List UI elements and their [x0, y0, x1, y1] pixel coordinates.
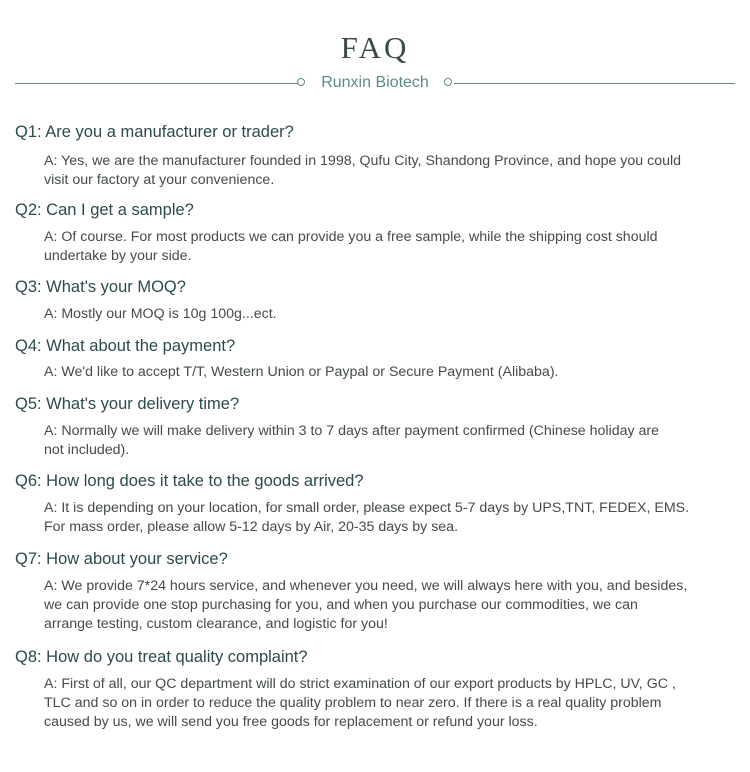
faq-question: Q6: How long does it take to the goods arrived? [15, 472, 364, 490]
divider-line-right [454, 83, 735, 84]
brand-subtitle: Runxin Biotech [321, 74, 429, 91]
faq-answer-line: A: Normally we will make delivery within 3 to 7 days after payment confirmed (Chinese holiday are [44, 423, 660, 439]
faq-item [15, 199, 740, 276]
faq-answer-line: not included). [44, 442, 130, 458]
faq-question: Q1: Are you a manufacturer or trader? [15, 123, 294, 141]
faq-item [15, 335, 740, 393]
faq-question: Q4: What about the payment? [15, 337, 236, 355]
faq-answer-line: A: It is depending on your location, for small order, please expect 5-7 days by UPS,TNT, FEDEX, EMS. [44, 500, 690, 516]
faq-answer-line: A: We provide 7*24 hours service, and whenever you need, we will always here with you, and besides, [44, 578, 688, 594]
faq-question: Q7: How about your service? [15, 550, 228, 568]
faq-answer-line: A: First of all, our QC department will do strict examination of our export products by HPLC, UV, GC , [44, 676, 676, 692]
faq-answer-line: arrange testing, custom clearance, and logistic for you! [44, 616, 388, 632]
faq-item [15, 646, 740, 742]
faq-answer-line: we can provide one stop purchasing for you, and when you purchase our commodities, we can [44, 597, 638, 613]
faq-list [15, 121, 740, 742]
divider-ring-left [297, 78, 305, 86]
faq-title: FAQ [340, 30, 410, 65]
faq-answer-line: A: Mostly our MOQ is 10g 100g...ect. [44, 306, 277, 322]
faq-item [15, 470, 740, 548]
faq-item [15, 393, 740, 470]
faq-item [15, 276, 740, 335]
faq-answer-line: TLC and so on in order to reduce the quality problem to near zero. If there is a real quality problem [44, 695, 662, 711]
faq-answer-line: undertake by your side. [44, 248, 192, 264]
faq-answer-line: visit our factory at your convenience. [44, 172, 275, 188]
faq-question: Q5: What's your delivery time? [15, 395, 240, 413]
faq-question: Q3: What's your MOQ? [15, 278, 186, 296]
faq-item [15, 548, 740, 646]
faq-answer-line: For mass order, please allow 5-12 days by Air, 20-35 days by sea. [44, 519, 459, 535]
faq-answer-line: A: Yes, we are the manufacturer founded in 1998, Qufu City, Shandong Province, and hope you could [44, 153, 682, 169]
faq-answer-line: A: We'd like to accept T/T, Western Union or Paypal or Secure Payment (Alibaba). [44, 364, 559, 380]
faq-question: Q8: How do you treat quality complaint? [15, 648, 308, 666]
faq-item [15, 121, 740, 199]
faq-answer-line: A: Of course. For most products we can provide you a free sample, while the shipping cost should [44, 229, 658, 245]
divider-ring-right [444, 78, 452, 86]
faq-question: Q2: Can I get a sample? [15, 201, 194, 219]
faq-answer-line: caused by us, we will send you free goods for replacement or refund your loss. [44, 714, 538, 730]
divider-line-left [15, 83, 298, 84]
